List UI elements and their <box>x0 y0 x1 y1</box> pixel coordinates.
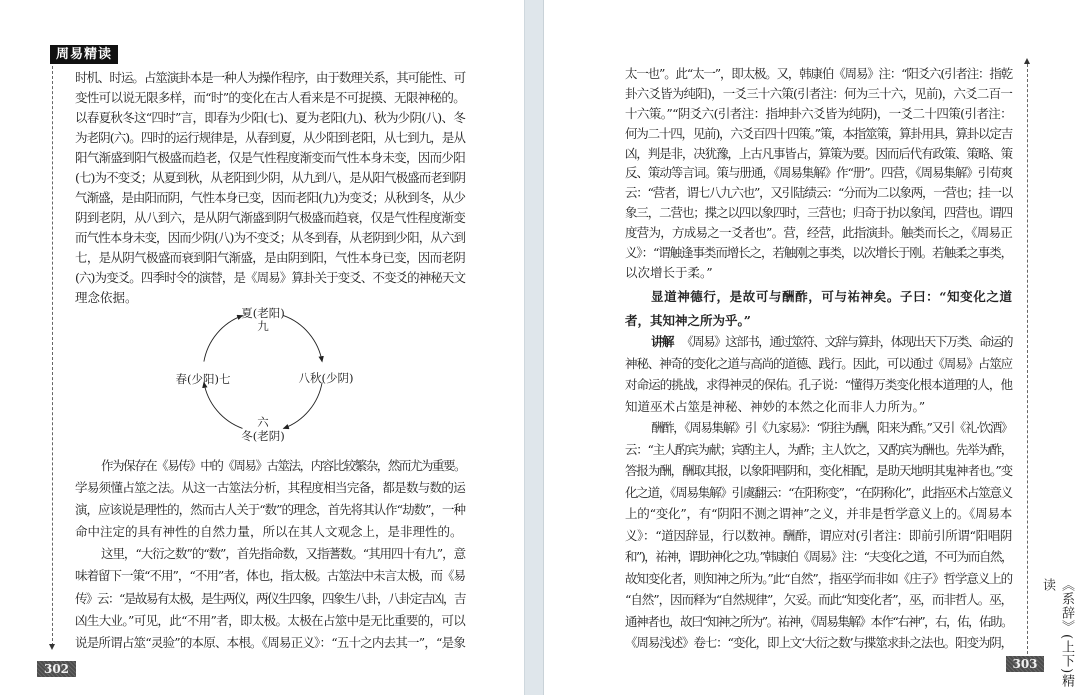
text-line: 卦六爻皆为纯阳)，一爻三十六策(引者注：何为三十六，见前)，六爻二百一 <box>625 85 1012 101</box>
text-line: 云：“营者，谓七八九六也”，又引陆绩云：“分而为二以象两，一营也；挂一以 <box>625 185 1012 201</box>
text-line: 气渐盛，是由阳而阴，气性本身已变，因而老阳(九)为变爻；从秋到冬，从少 <box>75 190 465 205</box>
arrow-spring-summer <box>204 316 243 362</box>
text-line: 答报为酬，酬取其报，以象阳唱阴和，变化相配，是助天地明其鬼神者也。”变 <box>625 463 1012 478</box>
text-line: 七，是从阴气极盛而衰到阳气渐盛，是由阴到阳，气性本身已变，因而老阴 <box>75 250 465 265</box>
text-line: 义》：“谓触逢事类而增长之，若触刚之事类，以次增长于刚。若触柔之事类， <box>625 245 1012 261</box>
text-line: 变性可以说无限多样，而“时”的变化在古人看来是不可捉摸、无限神秘的。 <box>75 90 465 105</box>
text-line: 时机、时运。占筮演卦本是一种人为操作程序，由于数理关系，其可能性、可 <box>75 70 465 85</box>
text-line: 反、策动等言词。策与册通，《周易集解》作“册”。四营，《周易集解》引荀爽 <box>625 165 1012 181</box>
text-line: 这里，“大衍之数”的“数”，首先指命数，又指蓍数。“其用四十有九”，意 <box>101 546 465 562</box>
text-line: 味着留下一策“不用”，“不用”者，体也，指太极。古筮法中未言太极，而《易 <box>75 568 465 584</box>
text-block-annotation <box>625 64 1012 280</box>
page-gutter <box>524 0 544 695</box>
text-line: 酬酢，《周易集解》引《九家易》：“阴往为酬，阳来为酢。”又引《礼·饮酒》 <box>651 420 1012 435</box>
text-line: 命中注定的具有神性的自然力量，所以在其人文观念上，是非理性的。 <box>75 524 463 540</box>
text-line: 十六策。”“阴爻六(引者注：指坤卦六爻皆为纯阴)，一爻二十四策(引者注： <box>625 105 1012 121</box>
arrow-winter-spring <box>204 382 243 428</box>
text-line: 云：“主人酌宾为献；宾酌主人，为酢；主人饮之，又酌宾为酬也。先举为酢， <box>625 441 1012 457</box>
text-line: 学易须懂占筮之法。从这一古筮法分析，其程度相当完备，都是数与数的运 <box>75 480 465 496</box>
four-seasons-diagram <box>160 300 380 450</box>
text-line: 作为保存在《易传》中的《周易》古筮法，内容比较繁杂，然而尤为重要。 <box>101 458 465 473</box>
text-line: 义》：“道因辞显，行以数神。酬酢，谓应对(引者注：即前引所谓“阳唱阴 <box>625 527 1012 543</box>
label-spring: 春(少阳)七 <box>175 372 231 386</box>
text-line: “自然”，因而释为“自然规律”，欠妥。而此“知变化者”，巫，而非哲人。巫， <box>625 592 1012 607</box>
label-nine: 九 <box>257 319 269 333</box>
line-text: 《周易》这部书，通过筮符、文辞与算卦，体现出天下万类、命运的 <box>681 334 1012 349</box>
text-line: 《周易浅述》卷七：“变化，即上文‘大衍之数’与揲筮求卦之法也。阳变为阴， <box>625 635 1012 650</box>
label-summer: 夏(老阳) <box>241 306 285 320</box>
side-title: 《系辞》(上下)精读 <box>1040 578 1074 689</box>
text-line <box>625 331 1012 353</box>
arrow-autumn-winter <box>284 382 323 428</box>
text-line: 以春夏秋冬这“四时”言，即春为少阳(七)、夏为老阳(九)、秋为少阴(八)、冬 <box>75 110 465 125</box>
label-winter: 冬(老阴) <box>241 429 285 443</box>
text-line: 何为二十四，见前)，六爻百四十四策。”策，本指筮策，算卦用具，算卦以定吉 <box>625 125 1012 141</box>
text-line: 度营为，方成易之一爻者也”。营，经营，此指演卦。触类而长之，《周易正 <box>625 225 1012 241</box>
text-line: 凶，判是非，决犹豫，上古凡事皆占，算策为要。因而后代有政策、策略、策 <box>625 145 1012 161</box>
running-header: 周易精读 <box>50 45 118 64</box>
text-line: 显道神德行，是故可与酬酢，可与祐神矣。子曰：“知变化之道 <box>651 289 1012 304</box>
text-line: 通神者也，故曰“知神之所为”。祐神，《周易集解》本作“右神”，右，佑，佑助。 <box>625 613 1012 629</box>
text-line: 为老阴(六)。四时的运行规律是，从春到夏，从少阳到老阳，从七到九，是从 <box>75 130 465 145</box>
arrow-summer-autumn <box>284 316 323 362</box>
text-block-commentary <box>625 331 1012 650</box>
text-line: 和”)，祐神，谓助神化之功。”韩康伯《周易》注：“夫变化之道，不可为而自然， <box>625 549 1012 564</box>
text-line: 以次增长于柔。” <box>625 264 713 280</box>
text-line: 传》云：“是故易有太极，是生两仪，两仪生四象，四象生八卦，八卦定吉凶，吉 <box>75 590 465 606</box>
text-line: 上的“变化”，有“阴阳不测之谓神”之义，并非是哲学意义上的。《周易本 <box>625 506 1012 521</box>
page-number: 302 <box>37 661 76 677</box>
label-six: 六 <box>257 415 269 429</box>
text-line: 凶生大业。”可见，此“不用”者，即太极。太极在占筮中是无比重要的，可以 <box>75 612 465 628</box>
text-line: 说是所谓占筮“灵验”的本原、本根。《周易正义》：“五十之内去其一”，“是象 <box>75 634 465 650</box>
text-line: 理念依据。 <box>75 290 138 305</box>
text-line: 阳气渐盛到阳气极盛而趋老，仅是气性程度渐变而气性本身未变，因而少阳 <box>75 150 465 165</box>
text-line: 知道巫术占筮是神秘、神妙的本然之化而非人力所为。” <box>625 398 926 414</box>
margin-dotted-line <box>1027 64 1028 654</box>
text-line: 对命运的挑战，求得神灵的保佑。孔子说：“懂得万类变化根本道理的人，他 <box>625 377 1012 392</box>
text-block-top <box>75 68 465 305</box>
margin-dotted-line <box>52 66 53 646</box>
text-line: (七)为不变爻；从夏到秋，从老阳到少阴，从九到八，是从阳气极盛而老到阴 <box>75 170 465 185</box>
section-label: 讲解 <box>651 334 674 349</box>
text-line: 演，应该说是理性的，然而古人关于“数”的理念，首先将其认作“劫数”，一种 <box>75 502 465 518</box>
text-line: 者，其知神之所为乎。” <box>625 313 751 328</box>
text-line: 象三，二营也；揲之以四以象四时，三营也；归奇于扐以象闰，四营也。谓四 <box>625 205 1012 221</box>
text-line: 阴到老阴，从八到六，是从阴气渐盛到阴气极盛而趋衰，仅是气性程度渐变 <box>75 210 465 225</box>
label-autumn: 八秋(少阴) <box>298 371 354 385</box>
text-block-bottom <box>75 455 465 650</box>
page-number: 303 <box>1006 656 1044 672</box>
text-block-verse <box>625 285 1012 328</box>
text-line: 故知变化者，则知神之所为。”此“自然”，指巫学而非如《庄子》哲学意义上的 <box>625 570 1012 586</box>
text-line: 太一也”。此“太一”，即太极。又，韩康伯《周易》注：“阳爻六(引者注：指乾 <box>625 66 1012 81</box>
text-line: 神秘、神奇的变化之道与高尚的道德、践行。因此，可以通过《周易》占筮应 <box>625 355 1012 371</box>
text-line: 而气性本身未变，因而少阴(八)为不变爻；从冬到春，从老阴到少阳，从六到 <box>75 230 465 245</box>
arrow-down-icon <box>49 644 55 650</box>
arrow-up-icon <box>1024 58 1030 64</box>
text-line: 化之道，《周易集解》引虞翻云：“在阳称变”，“在阴称化”，此指巫术占筮意义 <box>625 484 1012 500</box>
text-line: (六)为变爻。四季时令的演替，是《周易》算卦关于变爻、不变爻的神秘天文 <box>75 270 465 285</box>
